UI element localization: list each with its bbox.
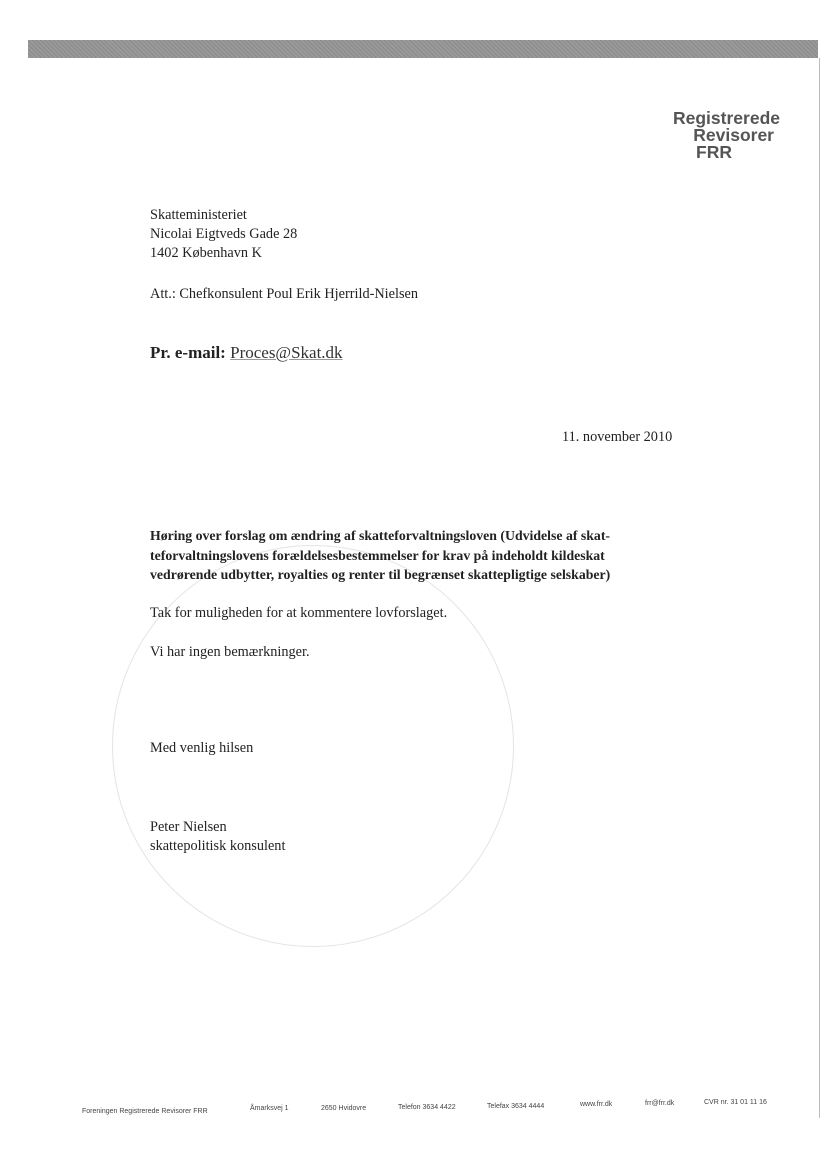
footer-fax: Telefax 3634 4444 [487, 1103, 545, 1110]
logo-line-2: Revisorer [693, 125, 774, 145]
signature-block [150, 818, 285, 856]
footer-cvr: CVR nr. 31 01 11 16 [704, 1099, 767, 1106]
subject-line-1: Høring over forslag om ændring af skatteforvaltningsloven (Udvidelse af skat- [150, 528, 611, 543]
footer-city: 2650 Hvidovre [321, 1105, 367, 1112]
recipient-city: 1402 København K [150, 245, 262, 261]
subject-heading [150, 526, 610, 585]
footer-street: Åmarksvej 1 [250, 1105, 289, 1112]
footer-phone: Telefon 3634 4422 [398, 1104, 456, 1111]
signer-name: Peter Nielsen [150, 819, 227, 835]
frr-logo [640, 110, 780, 161]
header-bar [28, 40, 818, 58]
body-thanks: Tak for muligheden for at kommentere lovforslaget. [150, 605, 448, 621]
email-label: Pr. e-mail: [150, 343, 226, 362]
recipient-street: Nicolai Eigtveds Gade 28 [150, 226, 298, 242]
email-link[interactable]: Proces@Skat.dk [230, 343, 343, 362]
logo-line-3: FRR [696, 142, 732, 162]
attention-line: Att.: Chefkonsulent Poul Erik Hjerrild-Nielsen [150, 286, 419, 302]
body-no-remarks: Vi har ingen bemærkninger. [150, 644, 310, 660]
page-edge-line [819, 58, 820, 1118]
subject-line-2: teforvaltningslovens forældelsesbestemmelser for krav på indeholdt kildeskat [150, 547, 605, 563]
closing-greeting: Med venlig hilsen [150, 740, 254, 756]
recipient-name: Skatteministeriet [150, 207, 247, 223]
footer-org: Foreningen Registrerede Revisorer FRR [82, 1108, 208, 1115]
recipient-address [150, 206, 297, 263]
signer-title: skattepolitisk konsulent [150, 838, 286, 854]
letter-footer [82, 1098, 782, 1114]
subject-line-3: vedrørende udbytter, royalties og renter til begrænset skattepligtige selskaber) [150, 567, 611, 582]
logo-line-1: Registrerede [673, 108, 780, 128]
letter-date: 11. november 2010 [562, 429, 673, 445]
footer-web[interactable]: www.frr.dk [580, 1101, 613, 1108]
footer-mail[interactable]: frr@frr.dk [645, 1100, 675, 1107]
email-line [150, 343, 343, 362]
